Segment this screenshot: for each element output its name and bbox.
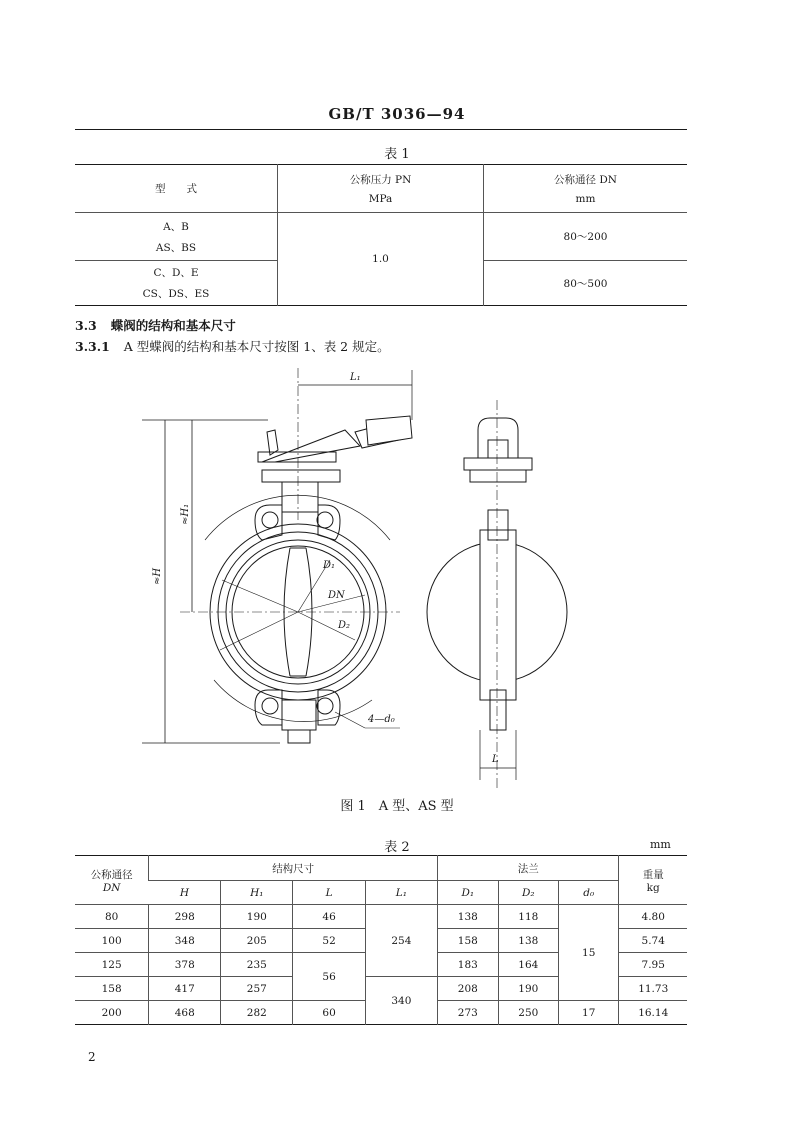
t2-r3-kg: 7.95 <box>619 953 687 977</box>
t2-r2-dn: 100 <box>75 929 149 953</box>
label-L1: L₁ <box>350 372 361 383</box>
t2-r3-dn: 125 <box>75 953 149 977</box>
page-number: 2 <box>88 1050 96 1064</box>
section-heading-num: 3.3 <box>75 318 97 333</box>
t2-L1-a: 254 <box>365 905 437 977</box>
t2-r2-H: 348 <box>149 929 221 953</box>
t1-head-pn-unit: MPa <box>368 193 393 205</box>
t2-r5-D2: 250 <box>498 1001 558 1025</box>
t2-r3-H: 378 <box>149 953 221 977</box>
t2-r5-dn: 200 <box>75 1001 149 1025</box>
t2-r1-D2: 118 <box>498 905 558 929</box>
t2-r1-L: 46 <box>293 905 365 929</box>
t2-r5-H1: 282 <box>221 1001 293 1025</box>
t2-r5-D1: 273 <box>438 1001 498 1025</box>
t2-r2-L: 52 <box>293 929 365 953</box>
t2-head-dn <box>75 856 149 905</box>
t1-head-dn-unit: mm <box>575 193 596 205</box>
t2-head-weight-label: 重量 <box>642 868 664 881</box>
t1-row1-dn: 80～200 <box>484 213 688 261</box>
t2-r4-D2: 190 <box>498 977 558 1001</box>
t2-r2-kg: 5.74 <box>619 929 687 953</box>
t2-head-struct: 结构尺寸 <box>149 856 438 881</box>
t2-r2-D1: 158 <box>438 929 498 953</box>
t2-head-weight-unit: kg <box>646 881 660 894</box>
subsection-text: A 型蝶阀的结构和基本尺寸按图 1、表 2 规定。 <box>123 339 390 354</box>
t2-r1-dn: 80 <box>75 905 149 929</box>
t2-r3-D1: 183 <box>438 953 498 977</box>
label-L: L <box>492 754 499 765</box>
t1-head-type: 型 式 <box>155 183 197 195</box>
figure-caption: 图 1 A 型、AS 型 <box>340 799 454 814</box>
t2-sub-D1: D₁ <box>438 881 498 905</box>
t2-r2-H1: 205 <box>221 929 293 953</box>
label-DN: DN <box>328 590 345 601</box>
t2-sub-d0: d₀ <box>559 881 619 905</box>
label-H1: ≈H₁ <box>180 503 191 525</box>
t2-r4-D1: 208 <box>438 977 498 1001</box>
t2-head-dn-sym: DN <box>102 881 121 894</box>
label-D1: D₁ <box>323 560 336 571</box>
t2-r4-H: 417 <box>149 977 221 1001</box>
t2-r1-H: 298 <box>149 905 221 929</box>
table1-title: 表 1 <box>384 147 410 162</box>
t2-sub-L1: L₁ <box>365 881 437 905</box>
t2-sub-H: H <box>149 881 221 905</box>
t2-head-weight <box>619 856 687 905</box>
t2-head-flange: 法兰 <box>438 856 619 881</box>
t1-head-pn-label: 公称压力 PN <box>349 174 412 186</box>
table2-title: 表 2 <box>384 840 410 855</box>
t2-r5-H: 468 <box>149 1001 221 1025</box>
t2-r1-H1: 190 <box>221 905 293 929</box>
t1-head-dn-label: 公称通径 DN <box>554 174 617 186</box>
label-D2: D₂ <box>338 620 351 631</box>
t2-sub-D2: D₂ <box>498 881 558 905</box>
t2-r4-H1: 257 <box>221 977 293 1001</box>
t2-L1-b: 340 <box>365 977 437 1025</box>
t2-L-125-158: 56 <box>293 953 365 1001</box>
t2-r4-dn: 158 <box>75 977 149 1001</box>
subsection-num: 3.3.1 <box>75 339 110 354</box>
t1-row2-type-l2: CS、DS、ES <box>142 288 210 300</box>
t2-r3-H1: 235 <box>221 953 293 977</box>
t1-row2-dn: 80～500 <box>484 261 688 306</box>
table2 <box>75 855 687 1025</box>
label-d0: 4—d₀ <box>368 714 395 725</box>
t1-pn-value: 1.0 <box>278 213 484 306</box>
t2-r1-kg: 4.80 <box>619 905 687 929</box>
t2-r2-D2: 138 <box>498 929 558 953</box>
t2-r3-D2: 164 <box>498 953 558 977</box>
t2-r5-d0: 17 <box>559 1001 619 1025</box>
table2-unit: mm <box>650 838 671 851</box>
table-row <box>75 905 687 929</box>
section-heading-text: 蝶阀的结构和基本尺寸 <box>110 318 236 333</box>
t2-sub-L: L <box>293 881 365 905</box>
t2-r5-L: 60 <box>293 1001 365 1025</box>
t2-d0-a: 15 <box>559 905 619 1001</box>
t2-sub-H1: H₁ <box>221 881 293 905</box>
standard-header: GB/T 3036—94 <box>328 105 466 123</box>
label-H: ≈H <box>152 567 163 585</box>
t1-row1-type-l1: A、B <box>163 220 189 233</box>
t2-r5-kg: 16.14 <box>619 1001 687 1025</box>
t1-row2-type-l1: C、D、E <box>153 267 199 279</box>
t2-r4-kg: 11.73 <box>619 977 687 1001</box>
t1-row1-type-l2: AS、BS <box>155 241 197 254</box>
t2-head-dn-label: 公称通径 <box>90 868 133 881</box>
t2-r1-D1: 138 <box>438 905 498 929</box>
